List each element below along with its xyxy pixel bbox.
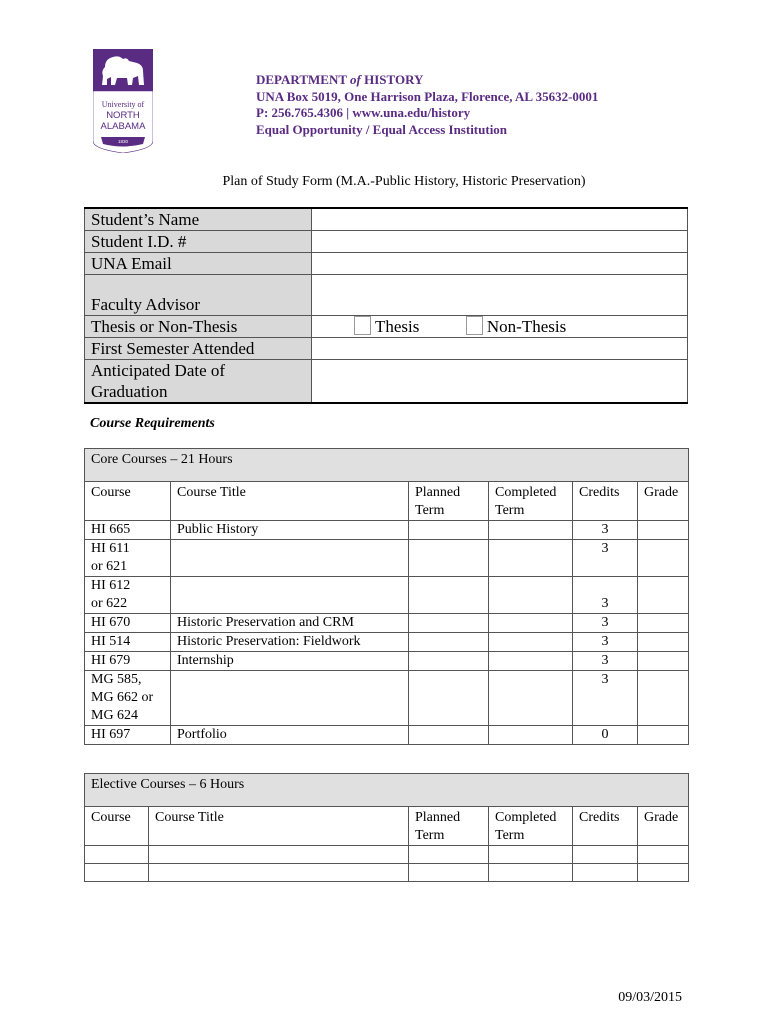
course-code-cell: HI 670 [85,614,171,633]
planned-term-cell[interactable] [409,726,489,745]
col-completed-term: Completed Term [489,482,573,521]
equal-opportunity-text: Equal Opportunity / Equal Access Institution [256,121,508,137]
department-contact: P: 256.765.4306 | www.una.edu/history [256,105,471,120]
graduation-label: Anticipated Date of Graduation [85,360,312,404]
col-course: Course [85,807,149,846]
course-code-cell: HI 697 [85,726,171,745]
thesis-options [312,316,688,338]
form-title: Plan of Study Form (M.A.-Public History, Historic Preservation) [222,174,586,189]
course-title-cell [171,540,409,577]
completed-term-cell[interactable] [489,614,573,633]
credits-cell[interactable] [573,846,638,864]
form-date: 09/03/2015 [618,990,682,1005]
col-course-title: Course Title [149,807,409,846]
table-row [85,577,689,614]
credits-cell: 3 [573,540,638,577]
course-code-cell: HI 514 [85,633,171,652]
elective-courses-table [84,773,689,882]
completed-term-cell[interactable] [489,846,573,864]
course-cell[interactable] [85,864,149,882]
planned-term-cell[interactable] [409,577,489,614]
department-address: UNA Box 5019, One Harrison Plaza, Florence, AL 35632-0001 [256,88,599,104]
course-title-cell: Historic Preservation: Fieldwork [171,633,409,652]
department-header [256,72,598,138]
course-title-cell: Internship [171,652,409,671]
thesis-checkbox[interactable] [354,316,371,335]
course-title-cell: Portfolio [171,726,409,745]
table-row [85,521,689,540]
table-row [85,652,689,671]
course-requirements-heading: Course Requirements [90,416,215,431]
course-code-cell: HI 611 or 621 [85,540,171,577]
student-name-label: Student’s Name [85,208,312,231]
table-row [85,726,689,745]
col-credits: Credits [573,482,638,521]
logo-north: NORTH [106,110,140,121]
planned-term-cell[interactable] [409,540,489,577]
col-completed-term: Completed Term [489,807,573,846]
grade-cell[interactable] [638,577,689,614]
course-title-cell: Historic Preservation and CRM [171,614,409,633]
completed-term-cell[interactable] [489,652,573,671]
grade-cell[interactable] [638,521,689,540]
planned-term-cell[interactable] [409,633,489,652]
credits-cell: 3 [573,577,638,614]
grade-cell[interactable] [638,726,689,745]
logo-university-of: University of [101,100,145,109]
credits-cell[interactable] [573,864,638,882]
planned-term-cell[interactable] [409,846,489,864]
core-section-title: Core Courses – 21 Hours [85,449,689,482]
grade-cell[interactable] [638,652,689,671]
planned-term-cell[interactable] [409,864,489,882]
planned-term-cell[interactable] [409,521,489,540]
student-id-label: Student I.D. # [85,231,312,253]
faculty-advisor-field[interactable] [312,275,688,316]
thesis-label: Thesis or Non-Thesis [85,316,312,338]
credits-cell: 3 [573,652,638,671]
first-semester-label: First Semester Attended [85,338,312,360]
student-info-table [84,207,688,404]
grade-cell[interactable] [638,671,689,726]
course-code-cell: HI 612 or 622 [85,577,171,614]
table-row [85,614,689,633]
thesis-option-label: Thesis [375,317,420,336]
col-course: Course [85,482,171,521]
first-semester-field[interactable] [312,338,688,360]
col-grade: Grade [638,482,689,521]
grade-cell[interactable] [638,846,689,864]
credits-cell: 0 [573,726,638,745]
table-row [85,671,689,726]
title-cell[interactable] [149,846,409,864]
col-grade: Grade [638,807,689,846]
course-title-cell [171,577,409,614]
completed-term-cell[interactable] [489,521,573,540]
student-id-field[interactable] [312,231,688,253]
col-planned-term: Planned Term [409,807,489,846]
planned-term-cell[interactable] [409,671,489,726]
department-name: DEPARTMENT of HISTORY [256,72,424,87]
core-courses-table [84,448,689,745]
nonthesis-checkbox[interactable] [466,316,483,335]
faculty-advisor-label: Faculty Advisor [85,275,312,316]
university-logo [93,49,153,153]
col-course-title: Course Title [171,482,409,521]
una-email-label: UNA Email [85,253,312,275]
course-code-cell: HI 665 [85,521,171,540]
course-title-cell: Public History [171,521,409,540]
credits-cell: 3 [573,633,638,652]
logo-alabama: ALABAMA [100,121,146,132]
credits-cell: 3 [573,671,638,726]
table-row [85,846,689,864]
course-title-cell [171,671,409,726]
student-name-field[interactable] [312,208,688,231]
completed-term-cell[interactable] [489,577,573,614]
credits-cell: 3 [573,521,638,540]
col-planned-term: Planned Term [409,482,489,521]
grade-cell[interactable] [638,633,689,652]
completed-term-cell[interactable] [489,726,573,745]
una-email-field[interactable] [312,253,688,275]
table-row [85,864,689,882]
table-row [85,633,689,652]
course-code-cell: HI 679 [85,652,171,671]
graduation-field[interactable] [312,360,688,404]
credits-cell: 3 [573,614,638,633]
course-cell[interactable] [85,846,149,864]
completed-term-cell[interactable] [489,864,573,882]
planned-term-cell[interactable] [409,614,489,633]
title-cell[interactable] [149,864,409,882]
grade-cell[interactable] [638,614,689,633]
col-credits: Credits [573,807,638,846]
nonthesis-option-label: Non-Thesis [486,317,567,336]
logo-year: 1830 [117,139,129,144]
completed-term-cell[interactable] [489,671,573,726]
completed-term-cell[interactable] [489,540,573,577]
completed-term-cell[interactable] [489,633,573,652]
course-code-cell: MG 585, MG 662 or MG 624 [85,671,171,726]
grade-cell[interactable] [638,540,689,577]
planned-term-cell[interactable] [409,652,489,671]
table-row [85,540,689,577]
grade-cell[interactable] [638,864,689,882]
elective-section-title: Elective Courses – 6 Hours [85,774,689,807]
